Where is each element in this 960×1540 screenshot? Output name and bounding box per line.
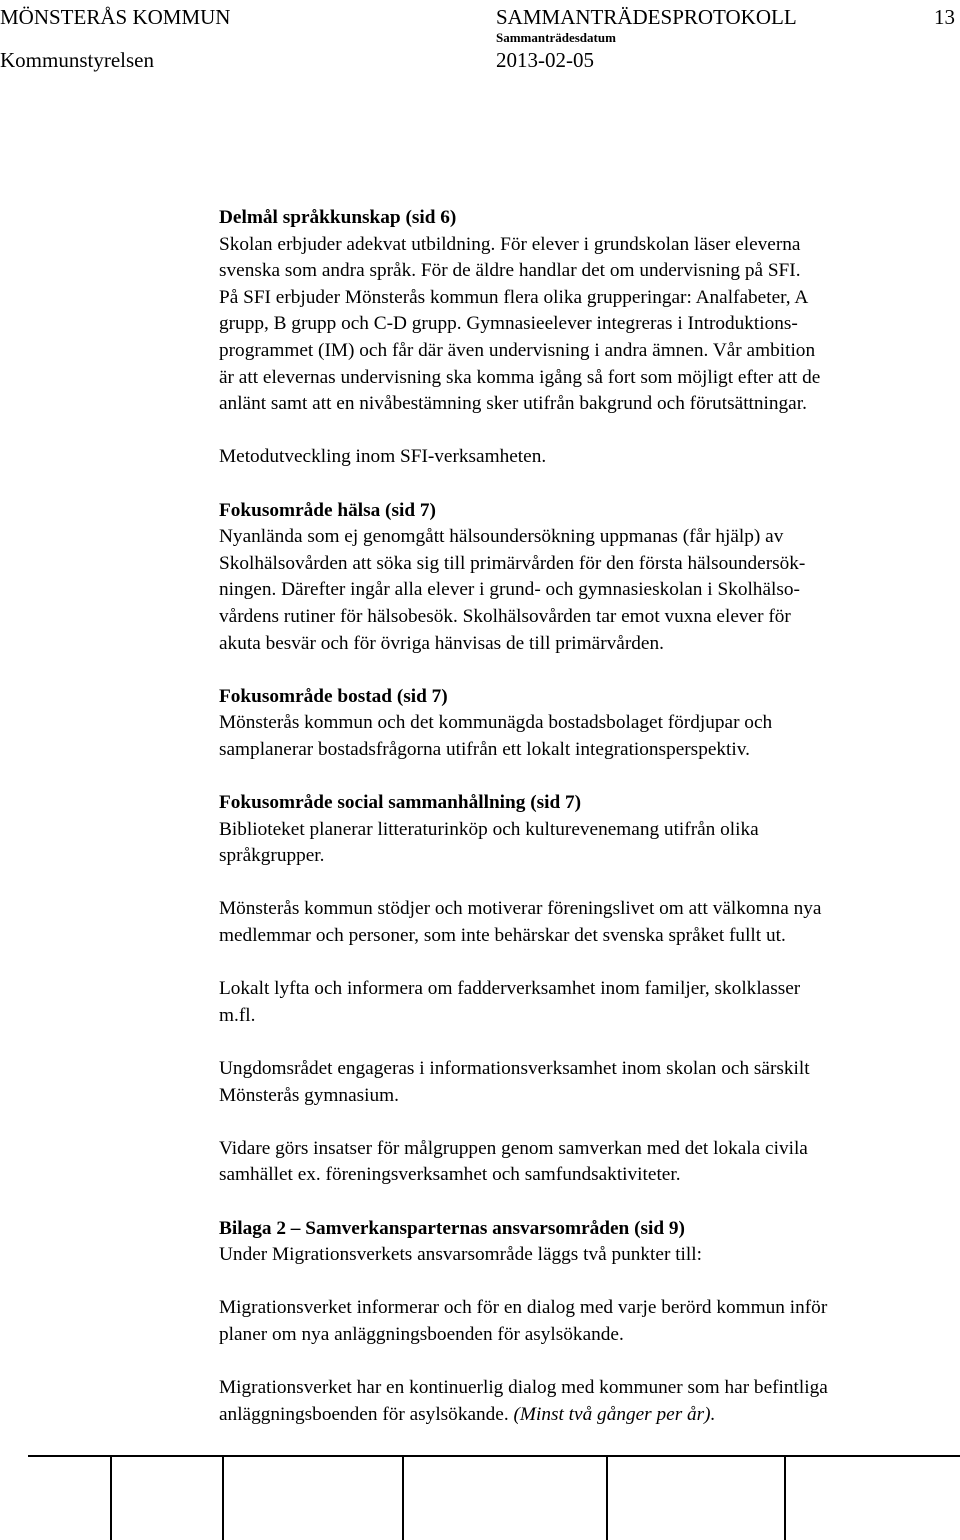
section-heading: Fokusområde social sammanhållning (sid 7)	[219, 792, 582, 814]
text-line: Nyanlända som ej genomgått hälsoundersökning uppmanas (får hjälp) av	[219, 526, 784, 548]
section-bilaga-2	[219, 1216, 954, 1429]
text-line: vårdens rutiner för hälsobesök. Skolhälsovården tar emot vuxna elever för	[219, 605, 791, 627]
signature-divider	[402, 1457, 404, 1540]
signature-divider	[606, 1457, 608, 1540]
text-line: Lokalt lyfta och informera om fadderverksamhet inom familjer, skolklasser	[219, 978, 801, 1000]
text-line: grupp, B grupp och C-D grupp. Gymnasieelever integreras i Introduktions-	[219, 313, 798, 335]
text-line: Ungdomsrådet engageras i informationsverksamhet inom skolan och särskilt	[219, 1058, 810, 1079]
text-line: Under Migrationsverkets ansvarsområde läggs två punkter till:	[219, 1244, 702, 1266]
text-line: är att elevernas undervisning ska komma igång så fort som möjligt efter att de	[219, 366, 821, 388]
text-line: samhället ex. föreningsverksamhet och samfundsaktiviteter.	[219, 1164, 681, 1186]
section-heading: Fokusområde bostad (sid 7)	[219, 685, 448, 707]
text-line: Migrationsverket informerar och för en dialog med varje berörd kommun inför	[219, 1297, 828, 1319]
section-halsa	[219, 498, 954, 658]
board-name: Kommunstyrelsen	[0, 48, 154, 72]
protocol-title: SAMMANTRÄDESPROTOKOLL	[496, 5, 797, 29]
signature-rule	[28, 1455, 960, 1457]
text-line: planer om nya anläggningsboenden för asylsökande.	[219, 1323, 624, 1345]
text-line: På SFI erbjuder Mönsterås kommun flera olika grupperingar: Analfabeter, A	[219, 286, 809, 308]
text-line: m.fl.	[219, 1004, 256, 1026]
text-line	[219, 1402, 954, 1429]
text-line: ningen. Därefter ingår alla elever i grund- och gymnasieskolan i Skolhälso-	[219, 579, 800, 601]
text-line: Vidare görs insatser för målgruppen genom samverkan med det lokala civila	[219, 1137, 808, 1159]
text-line: svenska som andra språk. För de äldre handlar det om undervisning på SFI.	[219, 260, 801, 282]
text-line: Mönsterås kommun och det kommunägda bostadsbolaget fördjupar och	[219, 712, 773, 734]
signature-divider	[222, 1457, 224, 1540]
signature-divider	[784, 1457, 786, 1540]
section-bostad	[219, 684, 954, 764]
document-body	[219, 205, 954, 1428]
municipality-name: MÖNSTERÅS KOMMUN	[0, 5, 231, 29]
date-label: Sammanträdesdatum	[496, 30, 616, 45]
italic-note: (Minst två gånger per år).	[513, 1403, 716, 1425]
text-line: Biblioteket planerar litteraturinköp och kulturevenemang utifrån olika	[219, 818, 759, 840]
text-line: programmet (IM) och får där även undervisning i andra ämnen. Vår ambition	[219, 339, 816, 361]
text-line: anlänt samt att en nivåbestämning sker utifrån bakgrund och förutsättningar.	[219, 393, 807, 415]
text-line: akuta besvär och för övriga hänvisas de till primärvården.	[219, 632, 664, 654]
section-social-sammanhallning	[219, 790, 954, 1189]
text-line: Mönsterås gymnasium.	[219, 1084, 399, 1106]
text-line: Metodutveckling inom SFI-verksamheten.	[219, 446, 547, 468]
signature-divider	[110, 1457, 112, 1540]
text-line: medlemmar och personer, som inte behärskar det svenska språket fullt ut.	[219, 925, 786, 947]
text-line: Migrationsverket har en kontinuerlig dialog med kommuner som har befintliga	[219, 1377, 828, 1399]
meeting-date: 2013-02-05	[496, 48, 594, 72]
text-line: Skolhälsovården att söka sig till primärvården för den första hälsoundersök-	[219, 552, 806, 574]
text-line: Mönsterås kommun stödjer och motiverar föreningslivet om att välkomna nya	[219, 898, 822, 920]
section-sprakkunskap	[219, 205, 954, 471]
text-line: språkgrupper.	[219, 845, 325, 867]
text-span: anläggningsboenden för asylsökande.	[219, 1403, 509, 1425]
text-line: Skolan erbjuder adekvat utbildning. För elever i grundskolan läser eleverna	[219, 233, 801, 255]
page-number: 13	[934, 5, 955, 29]
section-heading: Delmål språkkunskap (sid 6)	[219, 207, 457, 228]
section-heading: Bilaga 2 – Samverkansparternas ansvarsområden (sid 9)	[219, 1217, 685, 1239]
section-heading: Fokusområde hälsa (sid 7)	[219, 499, 436, 521]
text-line: samplanerar bostadsfrågorna utifrån ett lokalt integrationsperspektiv.	[219, 738, 750, 760]
